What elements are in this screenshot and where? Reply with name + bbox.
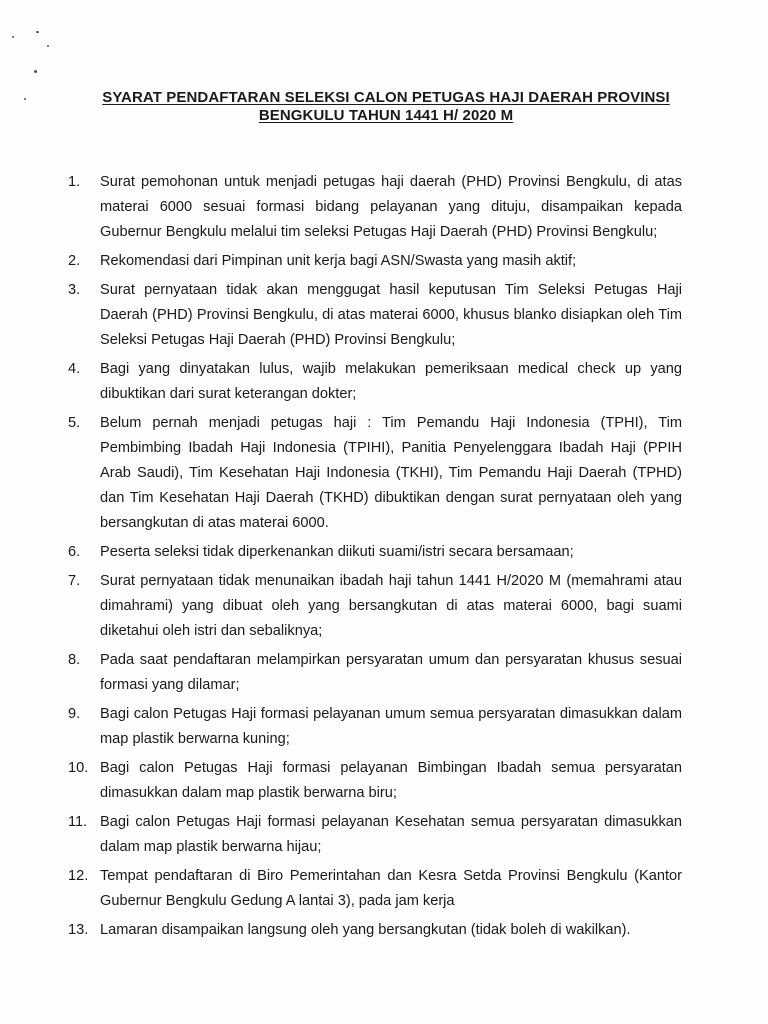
list-item bbox=[0, 569, 768, 644]
item-text: Bagi yang dinyatakan lulus, wajib melakukan pemeriksaan medical check up yang dibuktikan dari surat keterangan dokter; bbox=[100, 361, 682, 402]
list-item bbox=[0, 170, 768, 245]
list-item bbox=[0, 810, 768, 860]
item-number: 11. bbox=[68, 814, 88, 830]
list-item bbox=[0, 278, 768, 353]
item-text: Bagi calon Petugas Haji formasi pelayanan umum semua persyaratan dimasukkan dalam map plastik berwarna kuning; bbox=[100, 706, 682, 747]
list-item bbox=[0, 357, 768, 407]
title-line-1: SYARAT PENDAFTARAN SELEKSI CALON PETUGAS HAJI DAERAH PROVINSI bbox=[102, 89, 670, 106]
list-item bbox=[0, 411, 768, 536]
item-number: 2. bbox=[68, 253, 81, 269]
item-number: 3. bbox=[68, 282, 81, 298]
item-text: Bagi calon Petugas Haji formasi pelayanan Kesehatan semua persyaratan dimasukkan dalam map plastik berwarna hijau; bbox=[100, 814, 682, 855]
item-number: 9. bbox=[68, 706, 81, 722]
item-number: 4. bbox=[68, 361, 81, 377]
item-text: Lamaran disampaikan langsung oleh yang bersangkutan (tidak boleh di wakilkan). bbox=[100, 922, 631, 938]
list-item bbox=[0, 918, 768, 943]
scan-speck bbox=[34, 70, 37, 73]
item-number: 6. bbox=[68, 544, 81, 560]
scan-speck bbox=[47, 45, 49, 47]
item-number: 1. bbox=[68, 174, 81, 190]
list-item bbox=[0, 702, 768, 752]
item-text: Rekomendasi dari Pimpinan unit kerja bagi ASN/Swasta yang masih aktif; bbox=[100, 253, 577, 269]
item-text: Bagi calon Petugas Haji formasi pelayanan Bimbingan Ibadah semua persyaratan dimasukkan dalam map plastik berwarna biru; bbox=[100, 760, 682, 801]
item-number: 7. bbox=[68, 573, 81, 589]
item-number: 10. bbox=[68, 760, 89, 776]
list-item bbox=[0, 249, 768, 274]
item-text: Pada saat pendaftaran melampirkan persyaratan umum dan persyaratan khusus sesuai formasi yang dilamar; bbox=[100, 652, 682, 693]
item-number: 12. bbox=[68, 868, 89, 884]
item-text: Belum pernah menjadi petugas haji : Tim Pemandu Haji Indonesia (TPHI), Tim Pembimbing Ibadah Haji Indonesia (TPIHI), Panitia Penyelenggara Ibadah Haji (PPIH Arab Saudi), Tim Kesehatan Haji Indonesia (TKHI), Tim Pemandu Haji Daerah (TPHD) dan Tim Kesehatan Haji Daerah (TKHD) dibuktikan dengan surat pernyataan oleh yang bersangkutan di atas materai 6000. bbox=[100, 415, 682, 531]
list-item bbox=[0, 756, 768, 806]
scan-speck bbox=[24, 98, 26, 100]
item-number: 8. bbox=[68, 652, 81, 668]
list-item bbox=[0, 648, 768, 698]
title-line-2: BENGKULU TAHUN 1441 H/ 2020 M bbox=[258, 107, 514, 124]
scan-speck bbox=[12, 36, 14, 38]
list-item bbox=[0, 864, 768, 914]
requirements-list bbox=[0, 170, 768, 947]
item-number: 13. bbox=[68, 922, 89, 938]
item-text: Surat pemohonan untuk menjadi petugas haji daerah (PHD) Provinsi Bengkulu, di atas materai 6000 sesuai formasi bidang pelayanan yang dituju, disampaikan kepada Gubernur Bengkulu melalui tim seleksi Petugas Haji Daerah (PHD) Provinsi Bengkulu; bbox=[100, 174, 682, 240]
scan-speck bbox=[36, 31, 39, 33]
item-text: Surat pernyataan tidak menunaikan ibadah haji tahun 1441 H/2020 M (memahrami atau dimahrami) yang dibuat oleh yang bersangkutan di atas materai 6000, bagi suami diketahui oleh istri dan sebaliknya; bbox=[100, 573, 682, 639]
item-text: Tempat pendaftaran di Biro Pemerintahan dan Kesra Setda Provinsi Bengkulu (Kantor Gubernur Bengkulu Gedung A lantai 3), pada jam kerja bbox=[100, 868, 682, 909]
item-text: Surat pernyataan tidak akan menggugat hasil keputusan Tim Seleksi Petugas Haji Daerah (PHD) Provinsi Bengkulu, di atas materai 6000, khusus blanko disiapkan oleh Tim Seleksi Petugas Haji Daerah (PHD) Provinsi Bengkulu; bbox=[100, 282, 682, 348]
list-item bbox=[0, 540, 768, 565]
item-number: 5. bbox=[68, 415, 81, 431]
item-text: Peserta seleksi tidak diperkenankan diikuti suami/istri secara bersamaan; bbox=[100, 544, 574, 560]
document-title bbox=[60, 89, 712, 125]
